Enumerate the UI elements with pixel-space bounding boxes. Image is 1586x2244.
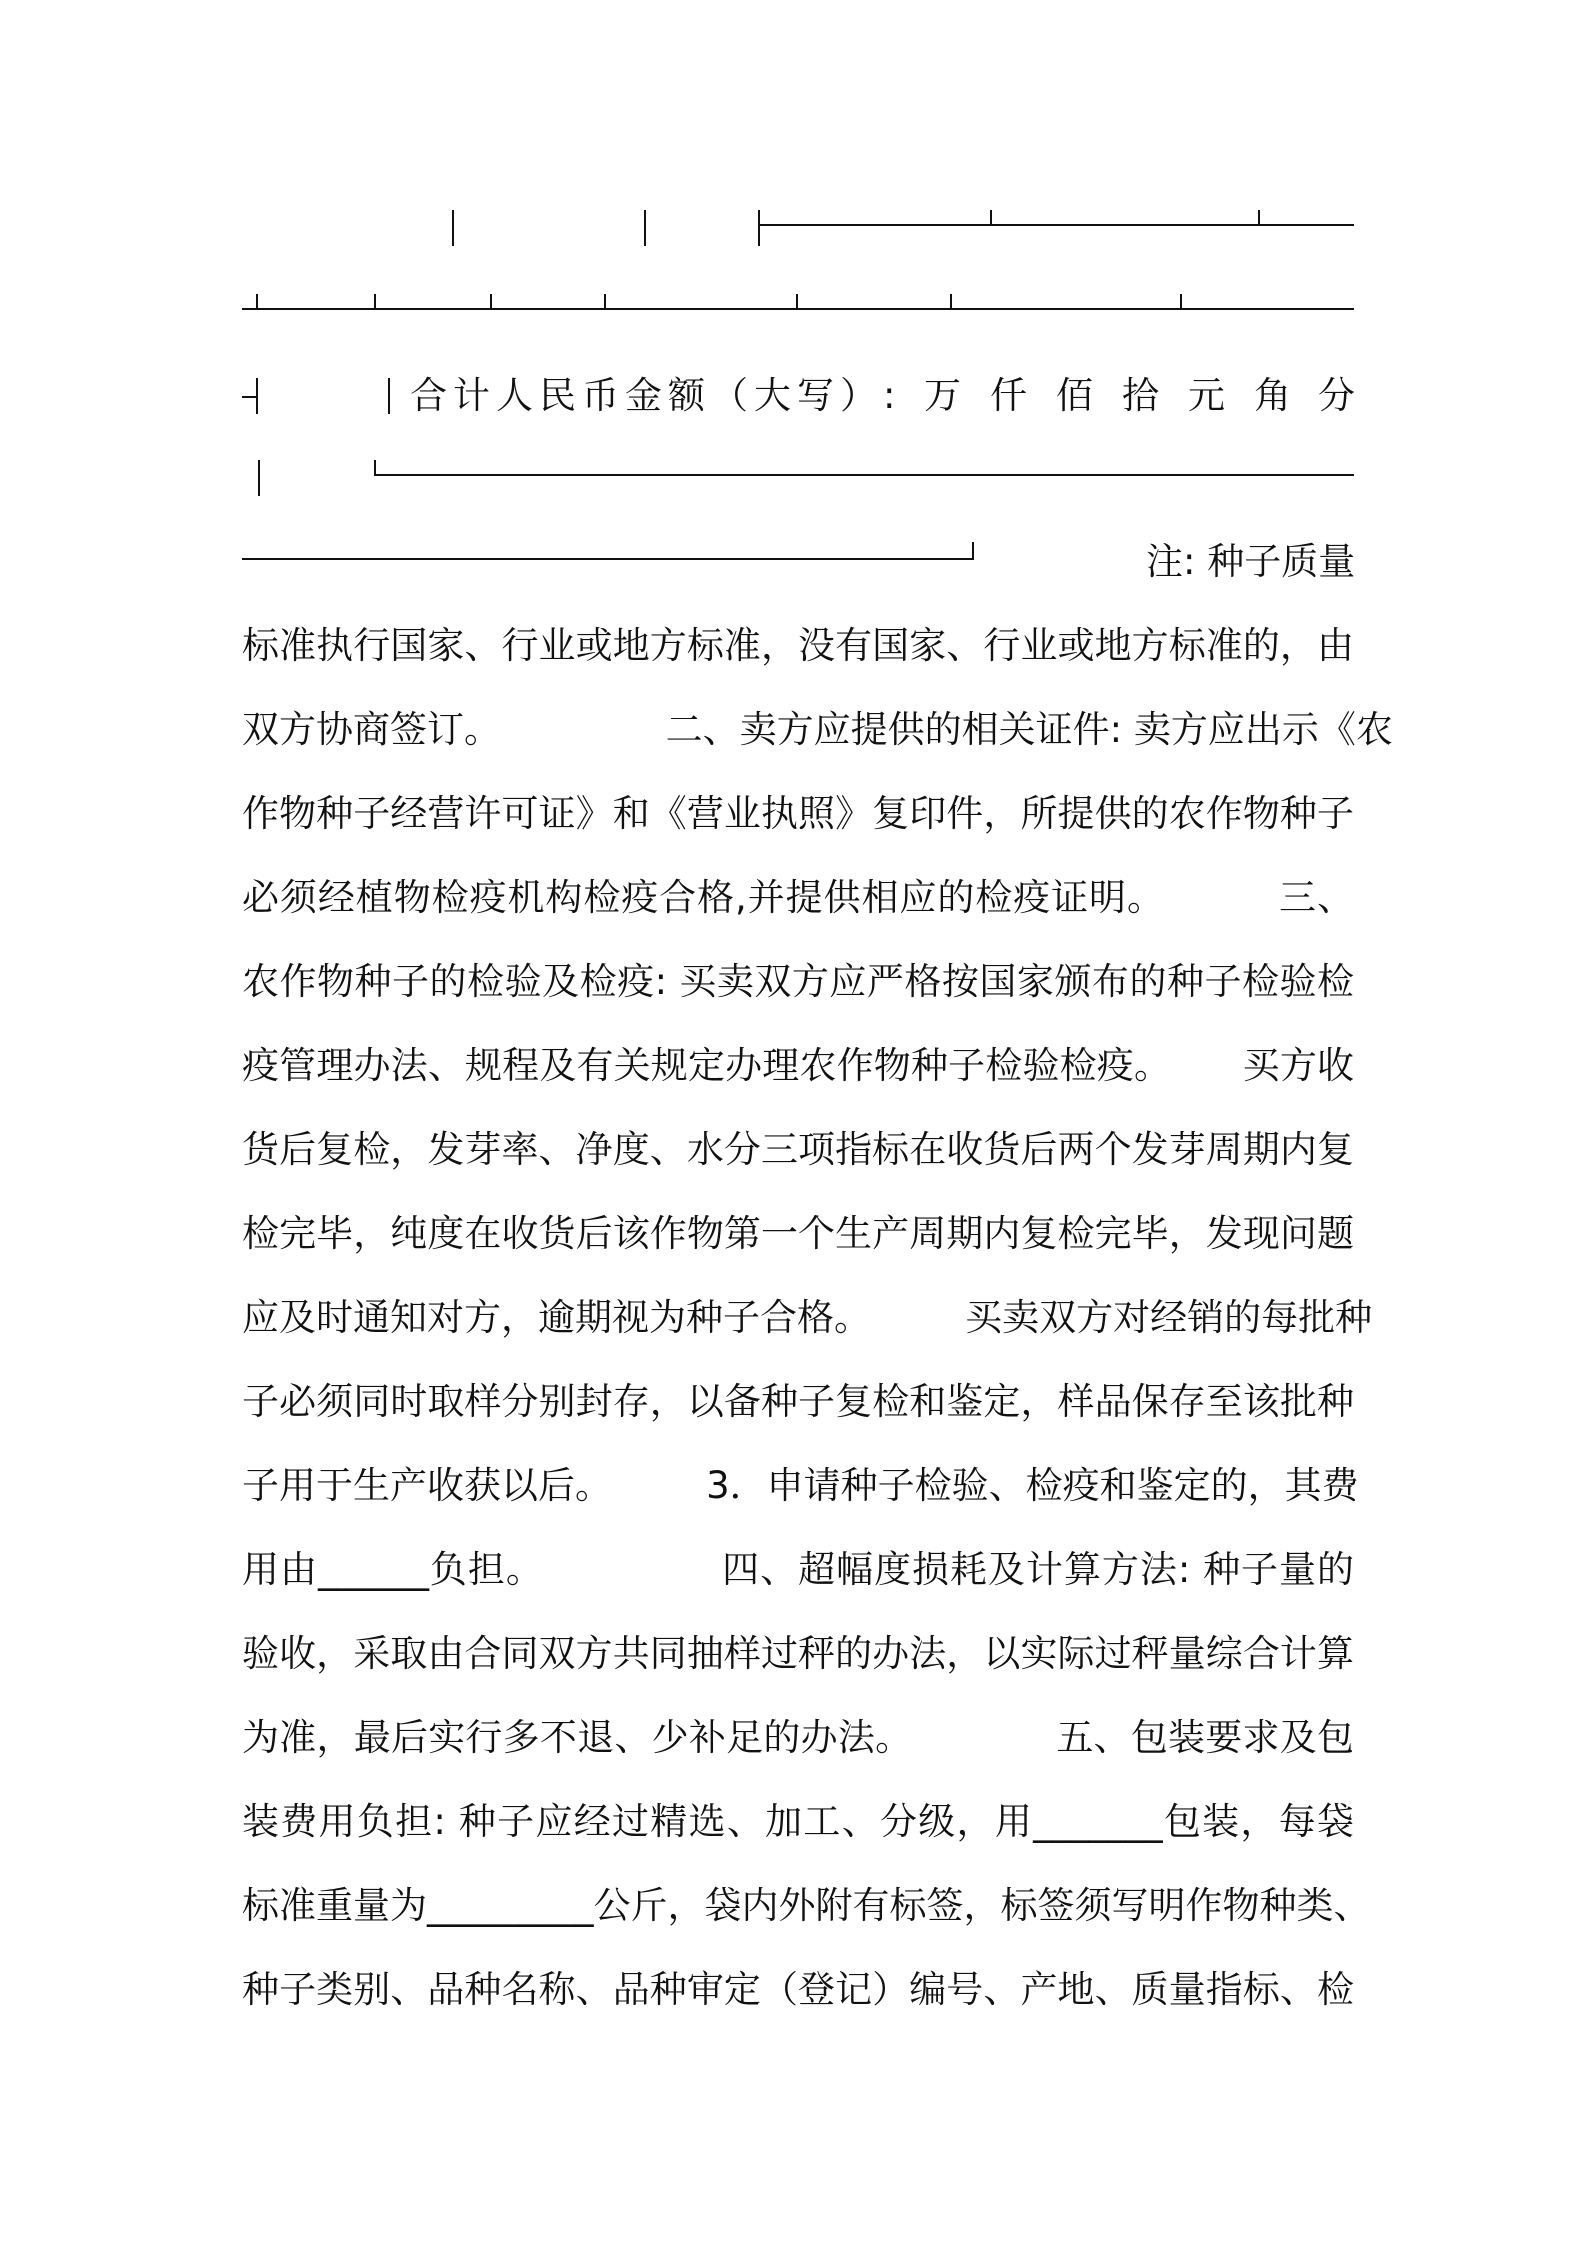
table-divider — [258, 460, 260, 496]
table-divider — [452, 210, 454, 246]
table-rule — [758, 224, 1354, 226]
body-line: 标准执行国家、行业或地方标准，没有国家、行业或地方标准的，由 — [242, 624, 1354, 667]
body-line: 必须经植物检疫机构检疫合格,并提供相应的检疫证明。 三、 — [242, 876, 1354, 919]
body-line: 农作物种子的检验及检疫: 买卖双方应严格按国家颁布的种子检验检 — [242, 960, 1354, 1003]
table-rule — [374, 474, 1354, 476]
total-amount-label: 合计人民币金额（大写）: — [410, 374, 902, 417]
body-line: 货后复检，发芽率、净度、水分三项指标在收货后两个发芽周期内复 — [242, 1128, 1354, 1171]
body-line: 双方协商签订。 二、卖方应提供的相关证件: 卖方应出示《农 — [242, 708, 1393, 751]
table-divider — [644, 210, 646, 246]
note-start: 注: 种子质量 — [1146, 540, 1356, 583]
unit-shi: 拾 — [1122, 374, 1159, 417]
unit-bai: 佰 — [1056, 374, 1093, 417]
table-divider — [796, 294, 798, 310]
body-line: 疫管理办法、规程及有关规定办理农作物种子检验检疫。 买方收 — [242, 1044, 1354, 1087]
body-line: 为准，最后实行多不退、少补足的办法。 五、包装要求及包 — [242, 1716, 1354, 1759]
table-rule — [242, 308, 1354, 310]
table-divider — [490, 294, 492, 310]
unit-jiao: 角 — [1254, 374, 1291, 417]
unit-yuan: 元 — [1188, 374, 1225, 417]
table-divider — [1180, 294, 1182, 310]
body-line: 子必须同时取样分别封存，以备种子复检和鉴定，样品保存至该批种 — [242, 1380, 1354, 1423]
body-line: 作物种子经营许可证》和《营业执照》复印件，所提供的农作物种子 — [242, 792, 1354, 835]
table-divider — [972, 542, 974, 560]
unit-wan: 万 — [924, 374, 961, 417]
body-line: 用由______负担。 四、超幅度损耗及计算方法: 种子量的 — [242, 1548, 1354, 1591]
table-divider — [604, 294, 606, 310]
table-divider — [758, 210, 760, 246]
body-line: 标准重量为_________公斤，袋内外附有标签，标签须写明作物种类、 — [242, 1884, 1371, 1927]
body-line: 子用于生产收获以后。 3．申请种子检验、检疫和鉴定的，其费 — [242, 1464, 1359, 1507]
table-rule — [242, 396, 256, 398]
body-line: 装费用负担: 种子应经过精选、加工、分级，用_______包装，每袋 — [242, 1800, 1354, 1843]
table-divider — [256, 294, 258, 310]
table-divider — [950, 294, 952, 310]
unit-qian: 仟 — [990, 374, 1027, 417]
table-divider — [374, 294, 376, 310]
body-line: 检完毕，纯度在收货后该作物第一个生产周期内复检完毕，发现问题 — [242, 1212, 1354, 1255]
unit-fen: 分 — [1318, 374, 1355, 417]
table-divider — [256, 378, 258, 414]
table-divider — [990, 210, 992, 226]
body-line: 应及时通知对方，逾期视为种子合格。 买卖双方对经销的每批种 — [242, 1296, 1373, 1339]
body-line: 种子类别、品种名称、品种审定（登记）编号、产地、质量指标、检 — [242, 1968, 1354, 2011]
table-rule — [242, 558, 974, 560]
body-line: 验收，采取由合同双方共同抽样过秤的办法，以实际过秤量综合计算 — [242, 1632, 1354, 1675]
table-divider — [388, 378, 390, 414]
table-divider — [1258, 210, 1260, 226]
